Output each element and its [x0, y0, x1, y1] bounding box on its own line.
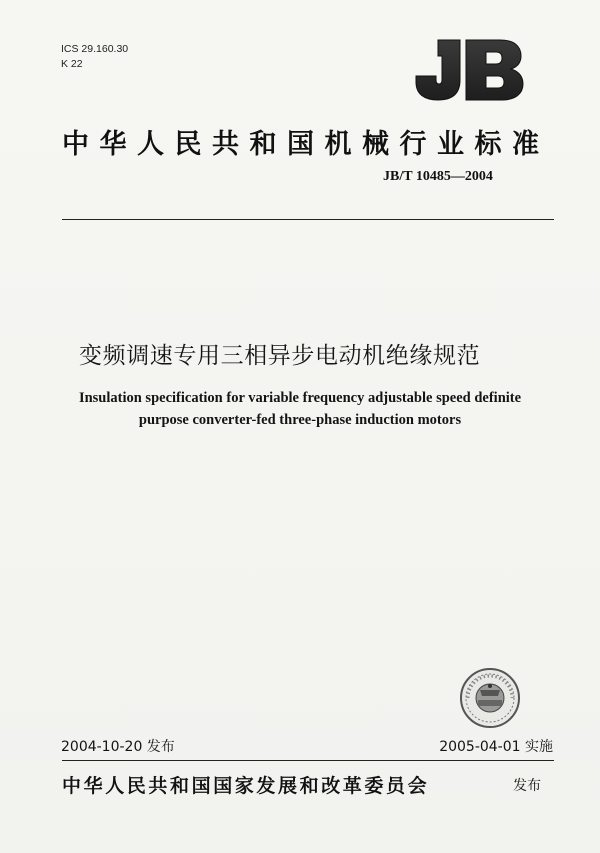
industry-standard-title: 中华人民共和国机械行业标准 [62, 129, 550, 160]
jb-logo [408, 36, 528, 102]
footer-divider [62, 760, 554, 761]
seal-icon [458, 666, 522, 730]
issuing-label: 发布 [513, 778, 541, 794]
official-seal-stamp [458, 666, 522, 730]
jb-logo-mark [408, 36, 528, 102]
implementation-date: 2005-04-01 实施 [439, 739, 553, 755]
ccs-code: K 22 [61, 58, 83, 70]
document-title-english [0, 387, 600, 431]
header-divider [62, 219, 554, 220]
standard-number: JB/T 10485—2004 [383, 169, 493, 184]
issuing-authority: 中华人民共和国国家发展和改革委员会 [62, 775, 430, 797]
document-title-chinese: 变频调速专用三相异步电动机绝缘规范 [79, 343, 481, 369]
document-title-english-line2: purpose converter-fed three-phase induction motors [138, 412, 462, 428]
ics-code: ICS 29.160.30 [61, 43, 129, 55]
document-title-english-line1: Insulation specification for variable frequency adjustable speed definite [78, 390, 522, 406]
classification-codes [61, 42, 128, 72]
issue-date: 2004-10-20 发布 [61, 739, 175, 755]
